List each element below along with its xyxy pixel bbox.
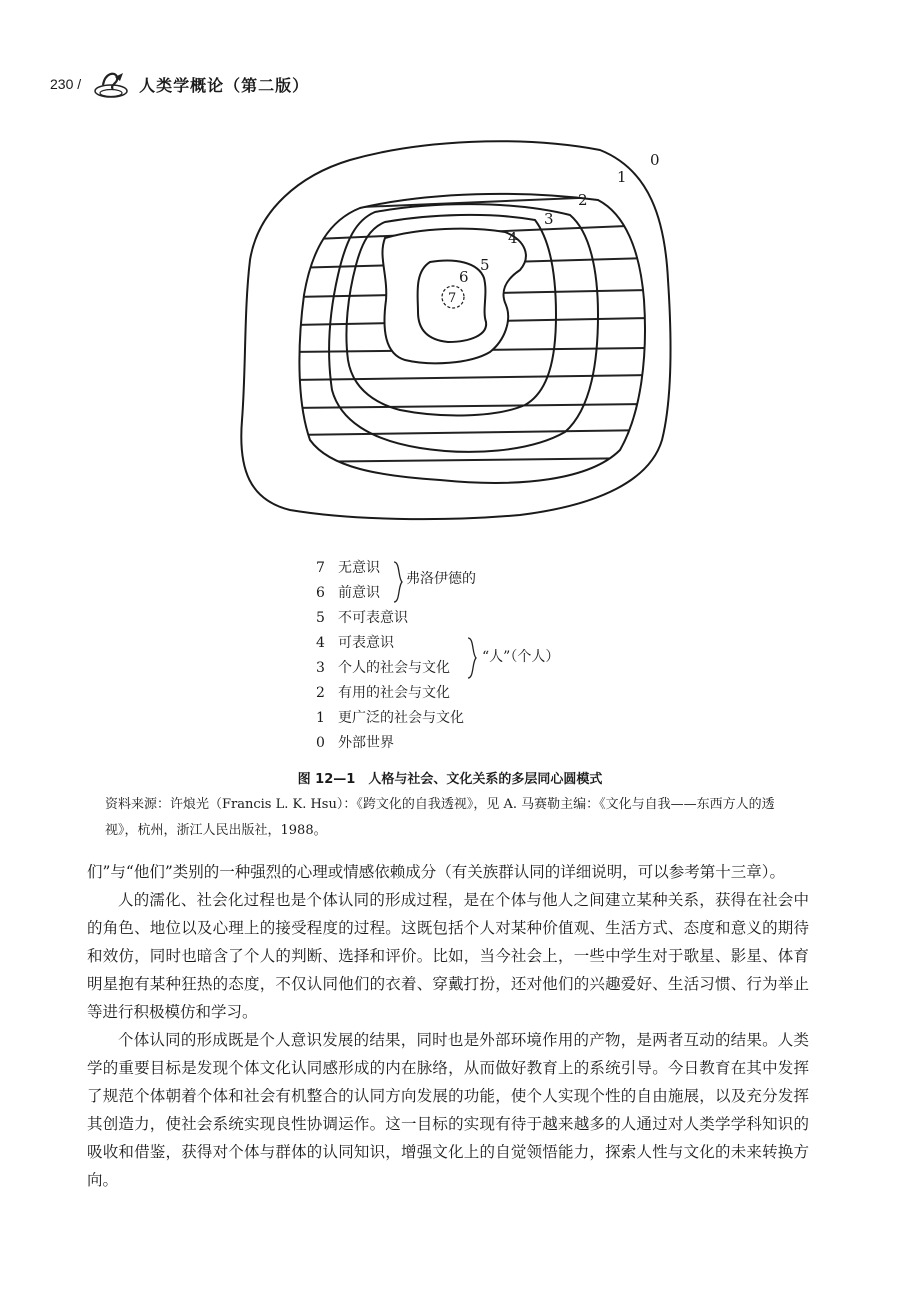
brace-icon [392, 560, 404, 604]
legend-row: 3 个人的社会与文化 [316, 660, 450, 676]
legend-row: 0 外部世界 [316, 735, 394, 751]
group-label-freud: 弗洛伊德的 [406, 571, 476, 587]
group-label-person: “人”（个人） [482, 649, 560, 665]
ring-number-4: 4 [508, 229, 518, 247]
paragraph: 个体认同的形成既是个人意识发展的结果，同时也是外部环境作用的产物，是两者互动的结果。人类学的重要目标是发现个体文化认同感形成的内在脉络，从而做好教育上的系统引导。今日教育在其中发挥了规范个体朝着个体和社会有机整合的认同方向发展的功能，使个人实现个性的自由施展，以及充分发挥其创造力，使社会系统实现良性协调运作。这一目标的实现有待于越来越多的人通过对人类学学科知识的吸收和借鉴，获得对个体与群体的认同知识，增强文化上的自觉领悟能力，探索人性与文化的未来转换方向。 [87, 1031, 809, 1189]
concentric-circles-diagram [0, 130, 900, 550]
legend-row: 7 无意识 [316, 560, 380, 576]
paragraph: 们”与“他们”类别的一种强烈的心理或情感依赖成分（有关族群认同的详细说明，可以参考第十三章）。 [87, 863, 786, 881]
ring-number-7: 7 [448, 291, 457, 306]
publisher-logo-icon [93, 69, 129, 99]
legend-row: 4 可表意识 [316, 635, 394, 651]
legend-row: 5 不可表意识 [316, 610, 408, 626]
legend-row: 6 前意识 [316, 585, 380, 601]
ring-number-1: 1 [617, 168, 627, 186]
legend-row: 1 更广泛的社会与文化 [316, 710, 464, 726]
figure-caption: 图 12—1 人格与社会、文化关系的多层同心圆模式 [297, 772, 603, 787]
ring-number-5: 5 [480, 256, 490, 274]
book-title: 人类学概论（第二版） [139, 75, 310, 95]
paragraph: 人的濡化、社会化过程也是个体认同的形成过程，是在个体与他人之间建立某种关系，获得在社会中的角色、地位以及心理上的接受程度的过程。这既包括个人对某种价值观、生活方式、态度和意义的期待和效仿，同时也暗含了个人的判断、选择和评价。比如，当今社会上，一些中学生对于歌星、影星、体育明星抱有某种狂热的态度，不仅认同他们的衣着、穿戴打扮，还对他们的兴趣爱好、生活习惯、行为举止等进行积极模仿和学习。 [87, 891, 809, 1021]
figure-source: 资料来源：许烺光（Francis L. K. Hsu）：《跨文化的自我透视》，见 A. 马赛勒主编：《文化与自我——东西方人的透视》，杭州，浙江人民出版社，1988。 [105, 797, 775, 838]
page-header [50, 64, 309, 104]
page-number: 230 / [50, 76, 82, 92]
ring-number-2: 2 [578, 191, 588, 209]
brace-icon [466, 636, 478, 680]
ring-number-6: 6 [459, 268, 469, 286]
figure-legend [316, 556, 636, 756]
ring-number-0: 0 [650, 151, 660, 169]
ring-number-3: 3 [544, 210, 554, 228]
legend-row: 2 有用的社会与文化 [316, 685, 450, 701]
body-text [87, 858, 809, 1194]
